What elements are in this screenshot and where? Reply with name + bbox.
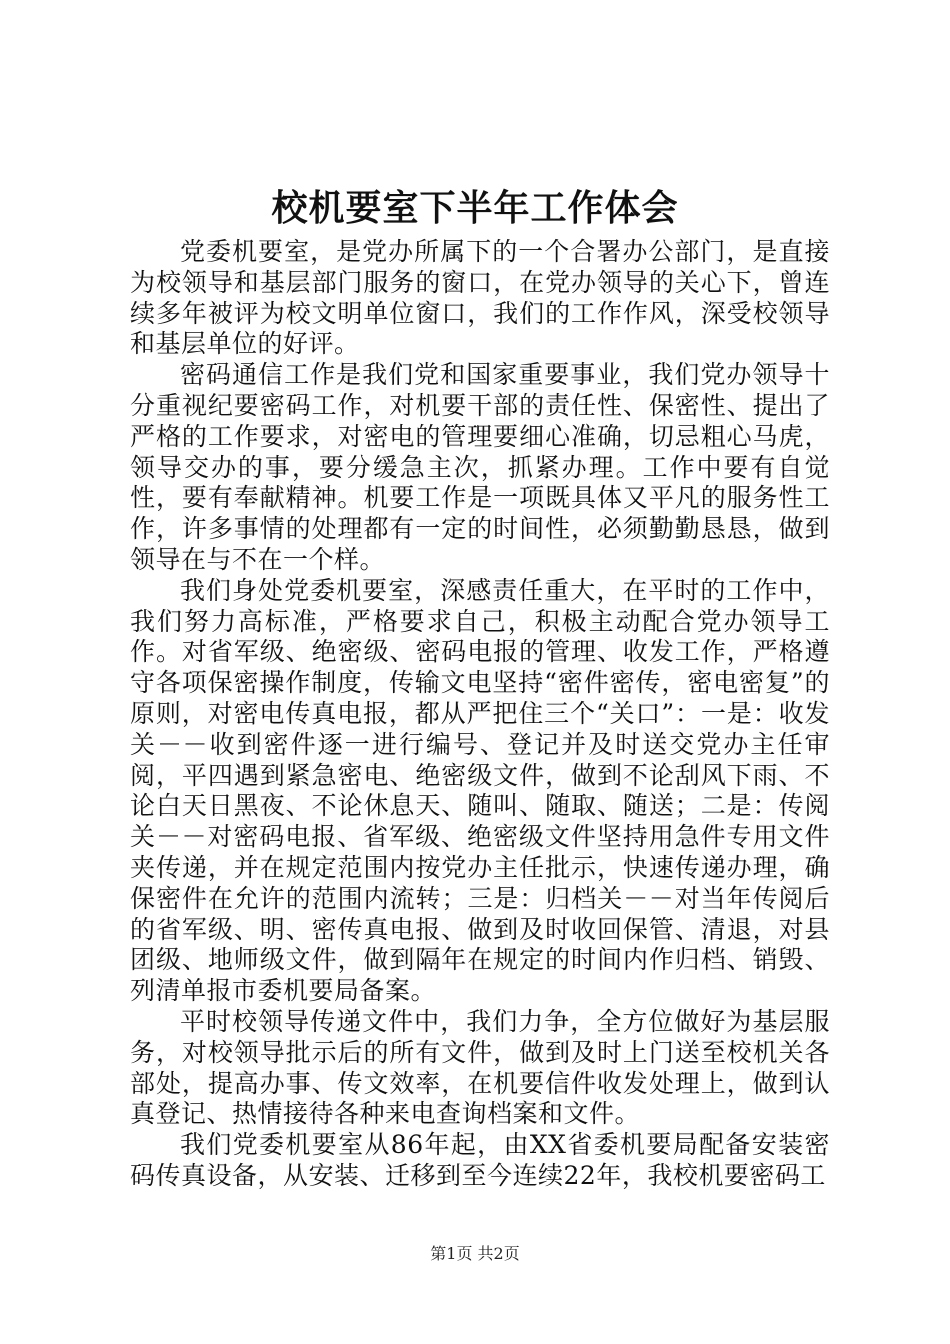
paragraph-1: 党委机要室，是党办所属下的一个合署办公部门，是直接为校领导和基层部门服务的窗口，在党办领导的关心下，曾连续多年被评为校文明单位窗口，我们的工作作风，深受校领导和基层单位的好评。 (130, 237, 830, 359)
document-body (130, 237, 830, 1192)
page-footer: 第1页 共2页 (430, 1244, 520, 1263)
document-title: 校机要室下半年工作体会 (271, 187, 679, 229)
paragraph-3: 我们身处党委机要室，深感责任重大，在平时的工作中，我们努力高标准，严格要求自己，积极主动配合党办领导工作。对省军级、绝密级、密码电报的管理、收发工作，严格遵守各项保密操作制度，传输文电坚持“密件密传，密电密复”的原则，对密电传真电报，都从严把住三个“关口”：一是：收发关－－收到密件逐一进行编号、登记并及时送交党办主任审阅，平四遇到紧急密电、绝密级文件，做到不论刮风下雨、不论白天日黑夜、不论休息天、随叫、随取、随送；二是：传阅关－－对密码电报、省军级、绝密级文件坚持用急件专用文件夹传递，并在规定范围内按党办主任批示，快速传递办理，确保密件在允许的范围内流转；三是：归档关－－对当年传阅后的省军级、明、密传真电报、做到及时收回保管、清退，对县团级、地师级文件，做到隔年在规定的时间内作归档、销毁、列清单报市委机要局备案。 (130, 575, 830, 1006)
paragraph-4: 平时校领导传递文件中，我们力争，全方位做好为基层服务，对校领导批示后的所有文件，做到及时上门送至校机关各部处，提高办事、传文效率，在机要信件收发处理上，做到认真登记、热情接待各种来电查询档案和文件。 (130, 1006, 830, 1129)
paragraph-2: 密码通信工作是我们党和国家重要事业，我们党办领导十分重视纪要密码工作，对机要干部的责任性、保密性、提出了严格的工作要求，对密电的管理要细心准确，切忌粗心马虎，领导交办的事，要分缓急主次，抓紧办理。工作中要有自觉性，要有奉献精神。机要工作是一项既具体又平凡的服务性工作，许多事情的处理都有一定的时间性，必须勤勤恳恳，做到领导在与不在一个样。 (130, 360, 830, 574)
paragraph-5: 我们党委机要室从86年起，由XX省委机要局配备安装密码传真设备，从安装、迁移到至今连续22年，我校机要密码工 (130, 1130, 830, 1190)
